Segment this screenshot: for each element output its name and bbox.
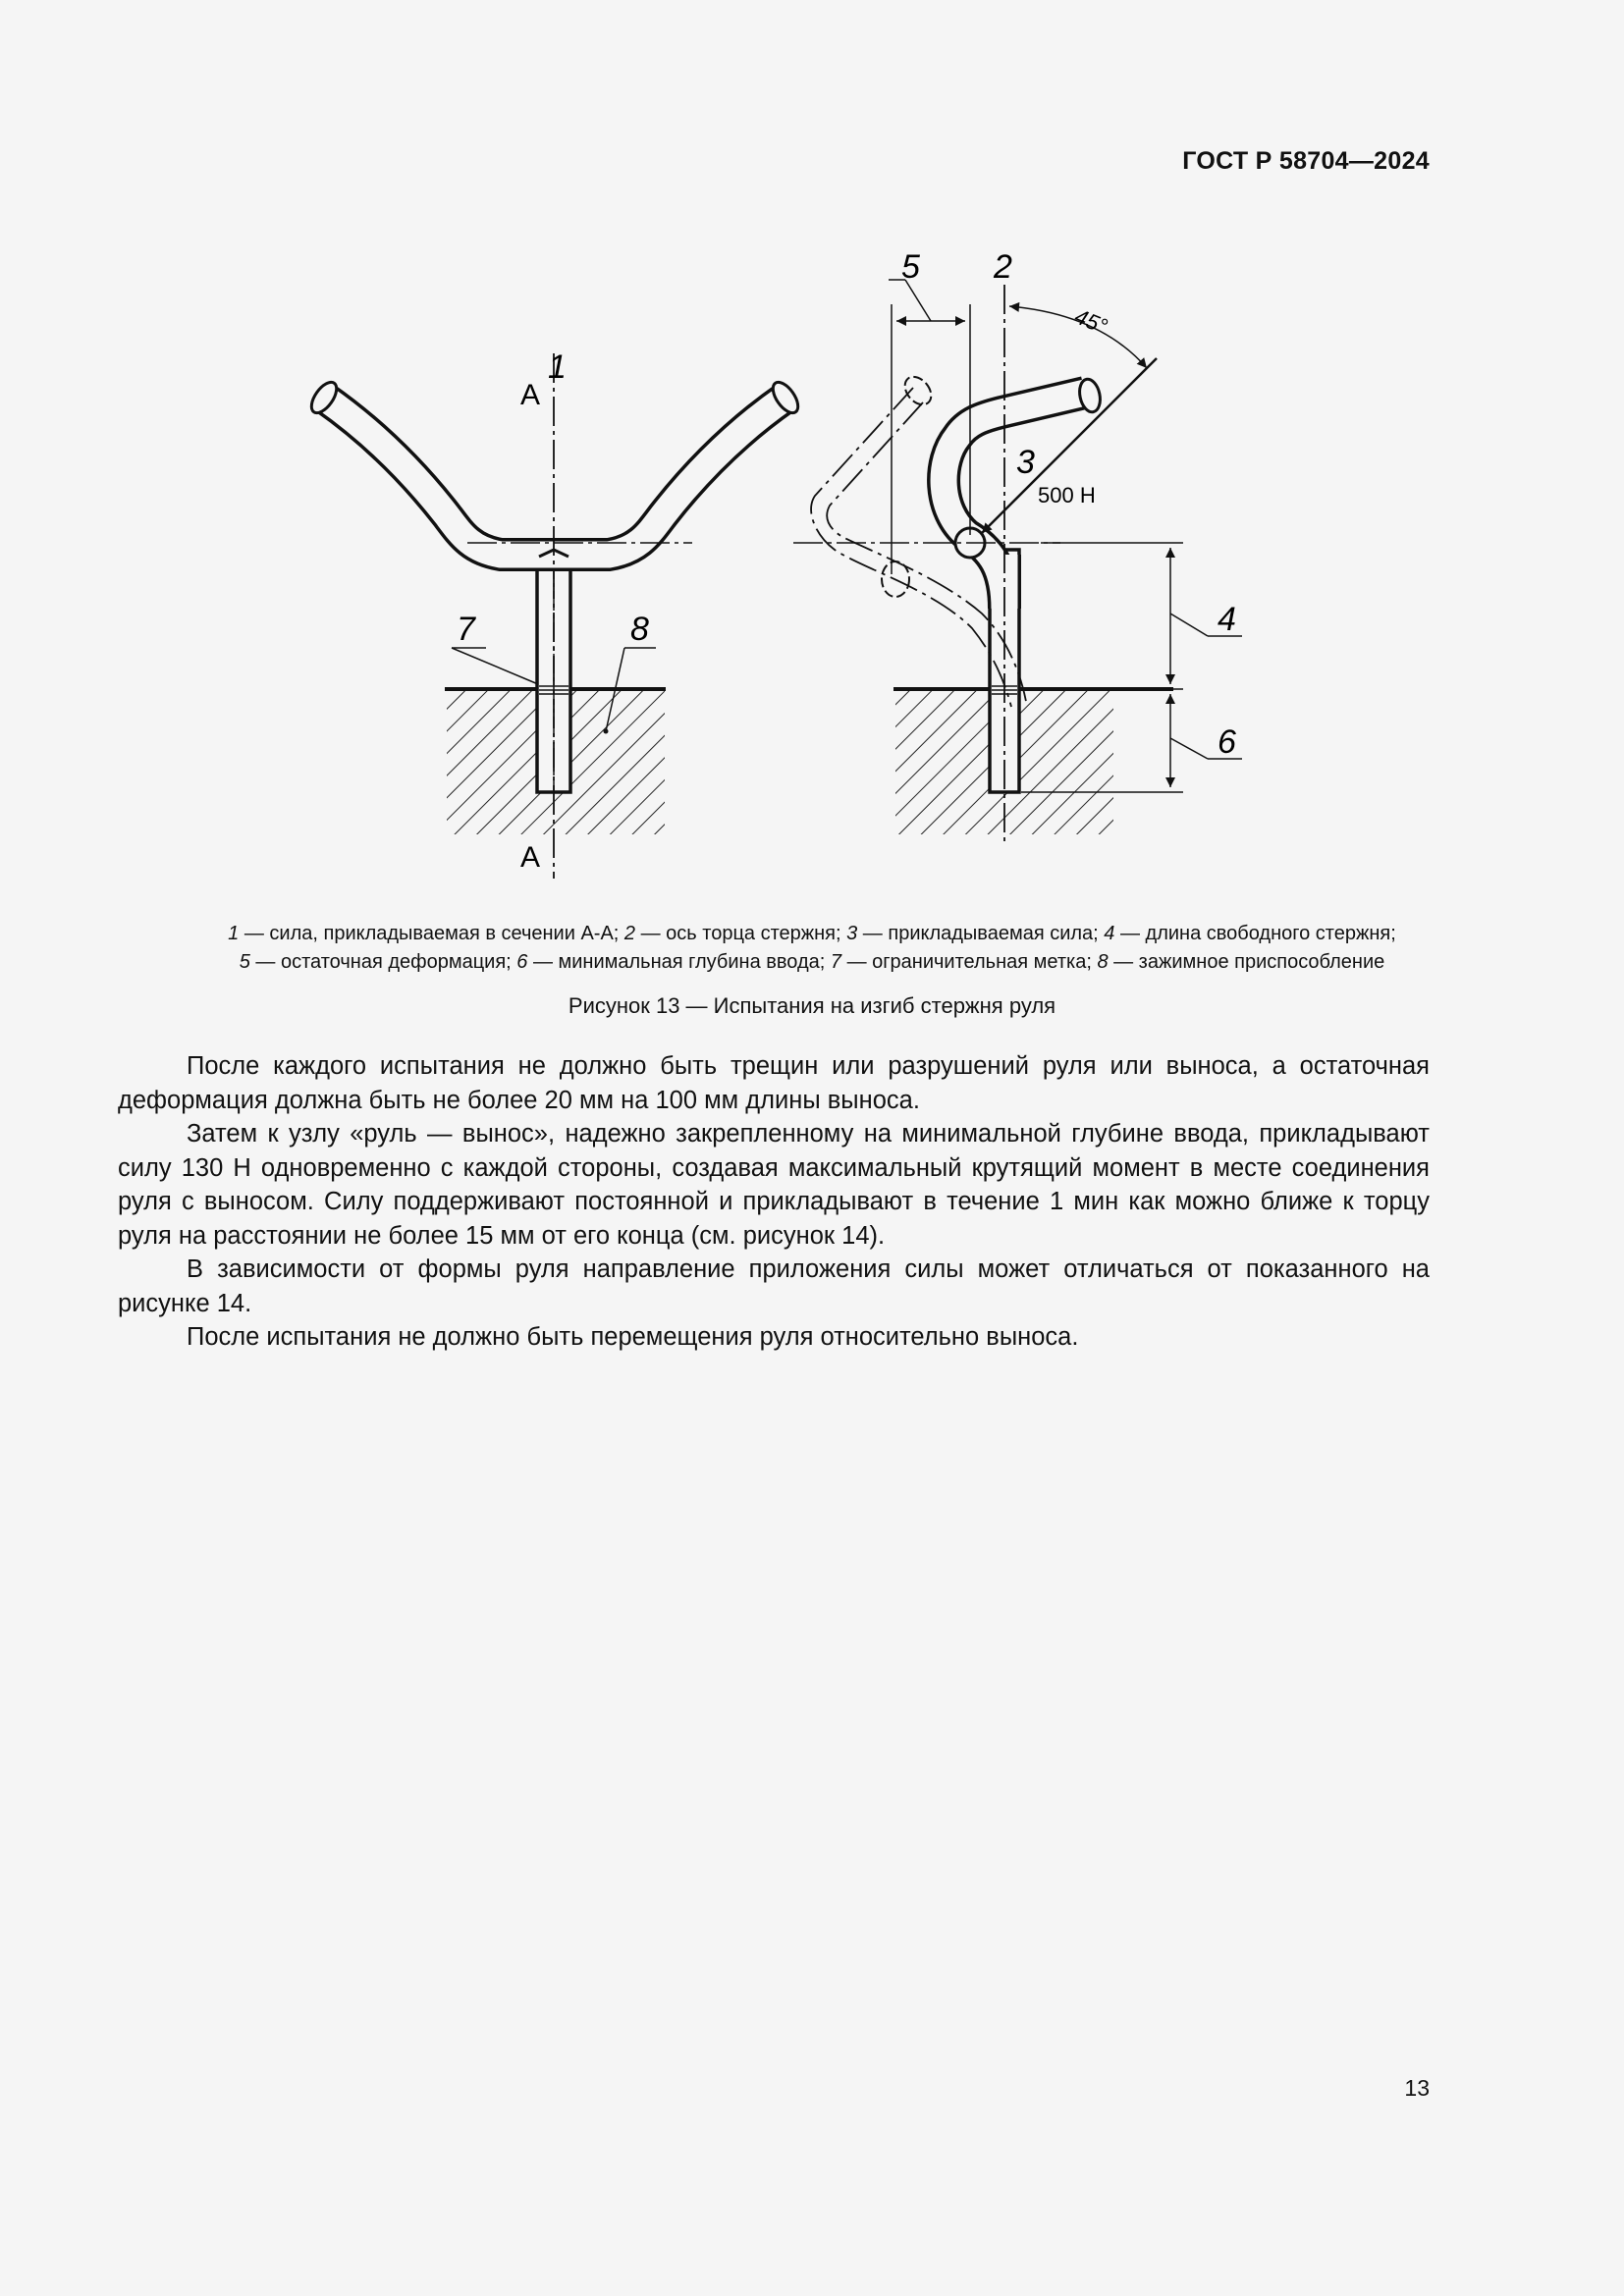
right-view [793,280,1242,844]
label-7: 7 [457,611,475,648]
body-text [118,1049,1430,1355]
legend-line-1 [98,920,1526,948]
paragraph-4: После испытания не должно быть перемещения руля относительно выноса. [187,1323,1079,1351]
legend-line-2 [98,948,1526,977]
label-4: 4 [1218,601,1236,638]
legend-text-5: — остаточная деформация; [249,951,517,973]
legend-num-1: 1 [228,923,240,944]
label-angle: 45° [1071,303,1111,340]
legend-num-3: 3 [846,923,858,944]
figure-legend [98,920,1526,977]
legend-num-8: 8 [1097,951,1109,973]
label-section-bottom: A [520,841,541,874]
label-force: 500 Н [1038,483,1096,507]
legend-text-8: — зажимное приспособление [1108,951,1385,973]
legend-num-7: 7 [830,951,842,973]
label-section-top: A [520,379,541,411]
paragraph-2: Затем к узлу «руль — вынос», надежно закрепленному на минимальной глубине ввода, прикладывают силу 130 Н одновременно с каждой стороны, создавая максимальный крутящий момент в месте соединения руля с выносом. Силу поддерживают постоянной и прикладывают в течение 1 мин как можно ближе к торцу руля на расстоянии не более 15 мм от его конца (см. рисунок 14). [118,1120,1430,1250]
legend-text-6: — минимальная глубина ввода; [527,951,831,973]
label-2: 2 [994,248,1012,286]
page-number: 13 [1404,2075,1430,2101]
label-3: 3 [1016,444,1035,481]
left-handlebar [324,398,785,555]
legend-text-7: — ограничительная метка; [841,951,1098,973]
document-header: ГОСТ Р 58704—2024 [1182,147,1430,175]
legend-text-3: — прикладываемая сила; [857,923,1105,944]
label-1: 1 [548,348,567,386]
legend-num-5: 5 [239,951,250,973]
paragraph-1: После каждого испытания не должно быть трещин или разрушений руля или выноса, а остаточная деформация должна быть не более 20 мм на 100 мм длины выноса. [118,1052,1430,1114]
legend-text-4: — длина свободного стержня; [1114,923,1396,944]
legend-num-4: 4 [1104,923,1115,944]
label-5: 5 [901,248,920,286]
paragraph-3: В зависимости от формы руля направление приложения силы может отличаться от показанного на рисунке 14. [118,1255,1430,1317]
legend-num-6: 6 [516,951,528,973]
figure-caption: Рисунок 13 — Испытания на изгиб стержня руля [568,993,1056,1018]
figure-13-drawing [0,0,1624,883]
left-view [306,353,802,879]
label-8: 8 [630,611,649,648]
label-6: 6 [1218,723,1236,761]
legend-text-2: — ось торца стержня; [635,923,847,944]
legend-text-1: — сила, прикладываемая в сечении А-А; [239,923,624,944]
legend-num-2: 2 [623,923,636,944]
